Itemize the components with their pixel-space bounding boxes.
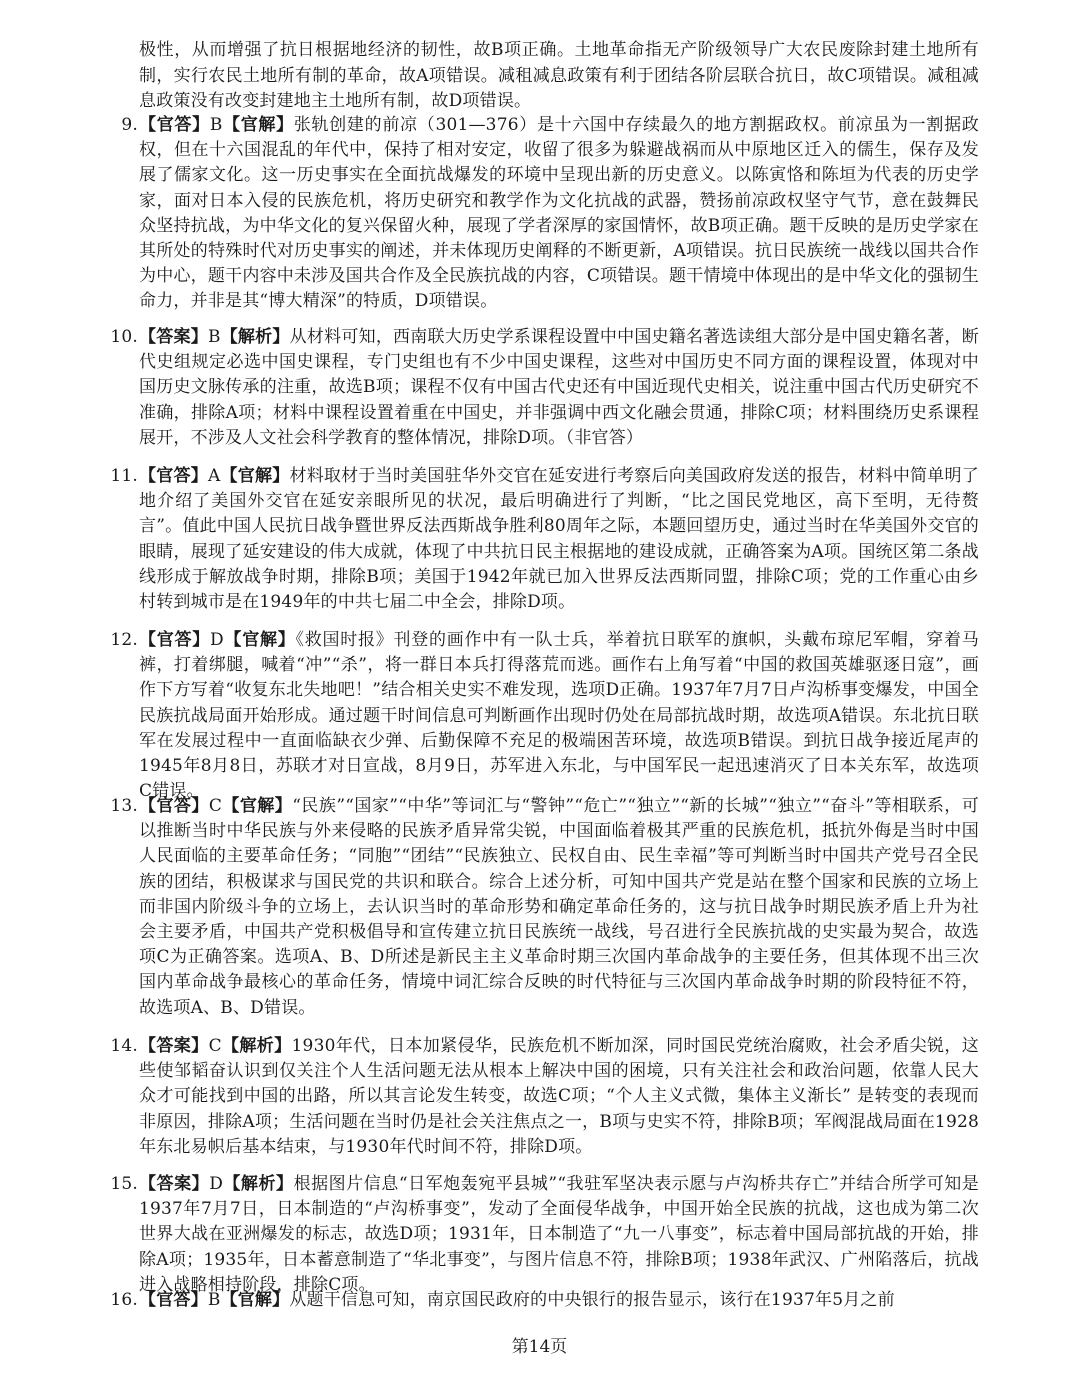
analysis-tag: 【解析】 [221,1036,292,1056]
answer-item-12 [100,628,979,804]
answer-tag: 【答案】 [139,1036,209,1056]
official-answer-tag: 【官答】 [139,796,209,816]
answer-letter: C [208,1036,222,1056]
official-explanation-tag: 【官解】 [222,796,293,816]
item-number: 15. [110,1174,138,1194]
answer-item-15 [100,1172,979,1298]
item-body [139,1172,979,1298]
answer-letter: C [208,796,223,816]
explanation-text: 根据图片信息“日军炮轰宛平县城”“我驻军坚决表示愿与卢沟桥共存亡”并结合所学可知是1937年7月7日，日本制造的“卢沟桥事变”，发动了全面侵华战争，中国开始全民族的抗战，这也成为第二次世界大战在亚洲爆发的标志，故选D项；1931年，日本制造了“九一八事变”，标志着中国局部抗战的开始，排除A项；1935年，日本蓄意制造了“华北事变”，与图片信息不符，排除B项；1938年武汉、广州陷落后，抗战进入战略相持阶段，排除C项。 [139,1174,979,1295]
answer-letter: B [209,115,223,135]
official-explanation-tag: 【官解】 [220,1290,290,1310]
item-number: 13. [110,796,138,816]
item-body [139,325,979,451]
analysis-tag: 【解析】 [220,327,290,347]
official-answer-tag: 【官答】 [139,1290,208,1310]
answer-letter: D [210,630,224,650]
explanation-text: 1930年代，日本加紧侵华，民族危机不断加深，同时国民党统治腐败，社会矛盾尖锐，这些使邹韬奋认识到仅关注个人生活问题无法从根本上解决中国的困境，只有关注社会和政治问题，依靠人民大众才可能找到中国的出路，所以其言论发生转变，故选C项；“个人主义式微，集体主义渐长” 是转变的表现而非原因，排除A项；生活问题在当时仍是社会关注焦点之一，B项与史实不符，排除B项；军阀混战局面在1928年东北易帜后基本结束，与1930年代时间不符，排除D项。 [139,1036,979,1157]
explanation-text: 从材料可知，西南联大历史学系课程设置中中国史籍名著选读组大部分是中国史籍名著，断代史组规定必选中国史课程，专门史组也有不少中国史课程，这些对中国历史不同方面的课程设置，体现对中国历史文脉传承的注重，故选B项；课程不仅有中国古代史还有中国近现代史相关，说注重中国古代历史研究不准确，排除A项；材料中课程设置着重在中国史，并非强调中西文化融会贯通，排除C项；材料围绕历史系课程展开，不涉及人文社会科学教育的整体情况，排除D项。（非官答） [139,327,979,448]
page-number: 第14页 [511,1337,568,1357]
answer-item-13 [100,794,979,1021]
official-explanation-tag: 【官解】 [223,630,296,650]
intro-paragraph: 极性，从而增强了抗日根据地经济的韧性，故B项正确。土地革命指无产阶级领导广大农民废除封建土地所有制，实行农民土地所有制的革命，故A项错误。减租减息政策有利于团结各阶层联合抗日，故C项错误。减租减息政策没有改变封建地主土地所有制，故D项错误。 [139,40,979,111]
explanation-text: 从题干信息可知，南京国民政府的中央银行的报告显示，该行在1937年5月之前 [289,1290,895,1310]
official-answer-tag: 【官答】 [139,115,210,135]
item-body [139,628,979,804]
item-body [139,1034,979,1160]
item-body [139,794,979,1021]
item-body [139,464,979,615]
item-number: 11. [110,466,138,486]
official-answer-tag: 【官答】 [139,466,208,486]
explanation-text: 张轨创建的前凉（301—376）是十六国中存续最久的地方割据政权。前凉虽为一割据政权，但在十六国混乱的年代中，保持了相对安定，收留了很多为躲避战祸而从中原地区迁入的儒生，保存及发展了儒家文化。这一历史事实在全面抗战爆发的环境中呈现出新的历史意义。以陈寅恪和陈垣为代表的历史学家，面对日本入侵的民族危机，将历史研究和教学作为文化抗战的武器，赞扬前凉政权坚守气节，意在鼓舞民众坚持抗战，为中华文化的复兴保留火种，展现了学者深厚的家国情怀，故B项正确。题干反映的是历史学家在其所处的特殊时代对历史事实的阐述，并未体现历史阐释的不断更新，A项错误。抗日民族统一战线以国共合作为中心，题干内容中未涉及国共合作及全民族抗战的内容，C项错误。题干情境中体现出的是中华文化的强韧生命力，并非是其“博大精深”的特质，D项错误。 [139,115,979,312]
answer-item-9 [100,113,979,315]
analysis-tag: 【解析】 [223,1174,294,1194]
item-body [139,113,979,315]
answer-letter: A [207,466,221,486]
answer-tag: 【答案】 [139,1174,210,1194]
answer-letter: B [207,327,221,347]
answer-letter: D [209,1174,224,1194]
official-explanation-tag: 【官解】 [222,115,294,135]
item-number: 12. [110,630,138,650]
explanation-text: 《救国时报》刊登的画作中有一队士兵，举着抗日联军的旗帜，头戴布琼尼军帽，穿着马裤，打着绑腿，喊着“冲”“杀”，将一群日本兵打得落荒而逃。画作右上角写着“中国的救国英雄驱逐日寇”，画作下方写着“收复东北失地吧！”结合相关史实不难发现，选项D正确。1937年7月7日卢沟桥事变爆发，中国全民族抗战局面开始形成。通过题干时间信息可判断画作出现时仍处在局部抗战时期，故选项A错误。东北抗日联军在发展过程中一直面临缺衣少弹、后勤保障不充足的极端困苦环境，故选项B错误。到抗日战争接近尾声的1945年8月8日，苏联才对日宣战，8月9日，苏军进入东北，与中国军民一起迅速消灭了日本关东军，故选项C错误。 [139,630,979,802]
item-body [139,1288,979,1313]
answer-tag: 【答案】 [139,327,208,347]
answer-item-11 [100,464,979,615]
official-explanation-tag: 【官解】 [220,466,290,486]
answer-item-10 [100,325,979,451]
answer-item-14 [100,1034,979,1160]
answer-letter: B [207,1290,221,1310]
item-number: 10. [110,327,138,347]
answer-item-16 [100,1288,979,1313]
item-number: 14. [110,1036,138,1056]
item-number: 16. [110,1290,138,1310]
explanation-text: 材料取材于当时美国驻华外交官在延安进行考察后向美国政府发送的报告，材料中简单明了地介绍了美国外交官在延安亲眼所见的状况，最后明确进行了判断，“比之国民党地区，高下至明，无待赘言”。值此中国人民抗日战争暨世界反法西斯战争胜利80周年之际，本题回望历史，通过当时在华美国外交官的眼睛，展现了延安建设的伟大成就，体现了中共抗日民主根据地的建设成就，正确答案为A项。国统区第二条战线形成于解放战争时期，排除B项；美国于1942年就已加入世界反法西斯同盟，排除C项；党的工作重心由乡村转到城市是在1949年的中共七届二中全会，排除D项。 [139,466,979,613]
explanation-text: “民族”“国家”“中华”等词汇与“警钟”“危亡”“独立”“新的长城”“独立”“奋斗”等相联系，可以推断当时中华民族与外来侵略的民族矛盾异常尖锐，中国面临着极其严重的民族危机，抵抗外侮是当时中国人民面临的主要革命任务；“同胞”“团结”“民族独立、民权自由、民生幸福”等可判断当时中国共产党号召全民族的团结，积极谋求与国民党的共识和联合。综合上述分析，可知中国共产党是站在整个国家和民族的立场上而非国内阶级斗争的立场上，去认识当时的革命形势和确定革命任务的，这与抗日战争时期民族矛盾上升为社会主要矛盾，中国共产党积极倡导和宣传建立抗日民族统一战线，号召进行全民族抗战的史实最为契合，故选项C为正确答案。选项A、B、D所述是新民主主义革命时期三次国内革命战争的主要任务，但其体现不出三次国内革命战争最核心的革命任务，情境中词汇综合反映的时代特征与三次国内革命战争时期的阶段特征不符，故选项A、B、D错误。 [139,796,979,1018]
item-number: 9. [121,115,138,135]
official-answer-tag: 【官答】 [139,630,211,650]
